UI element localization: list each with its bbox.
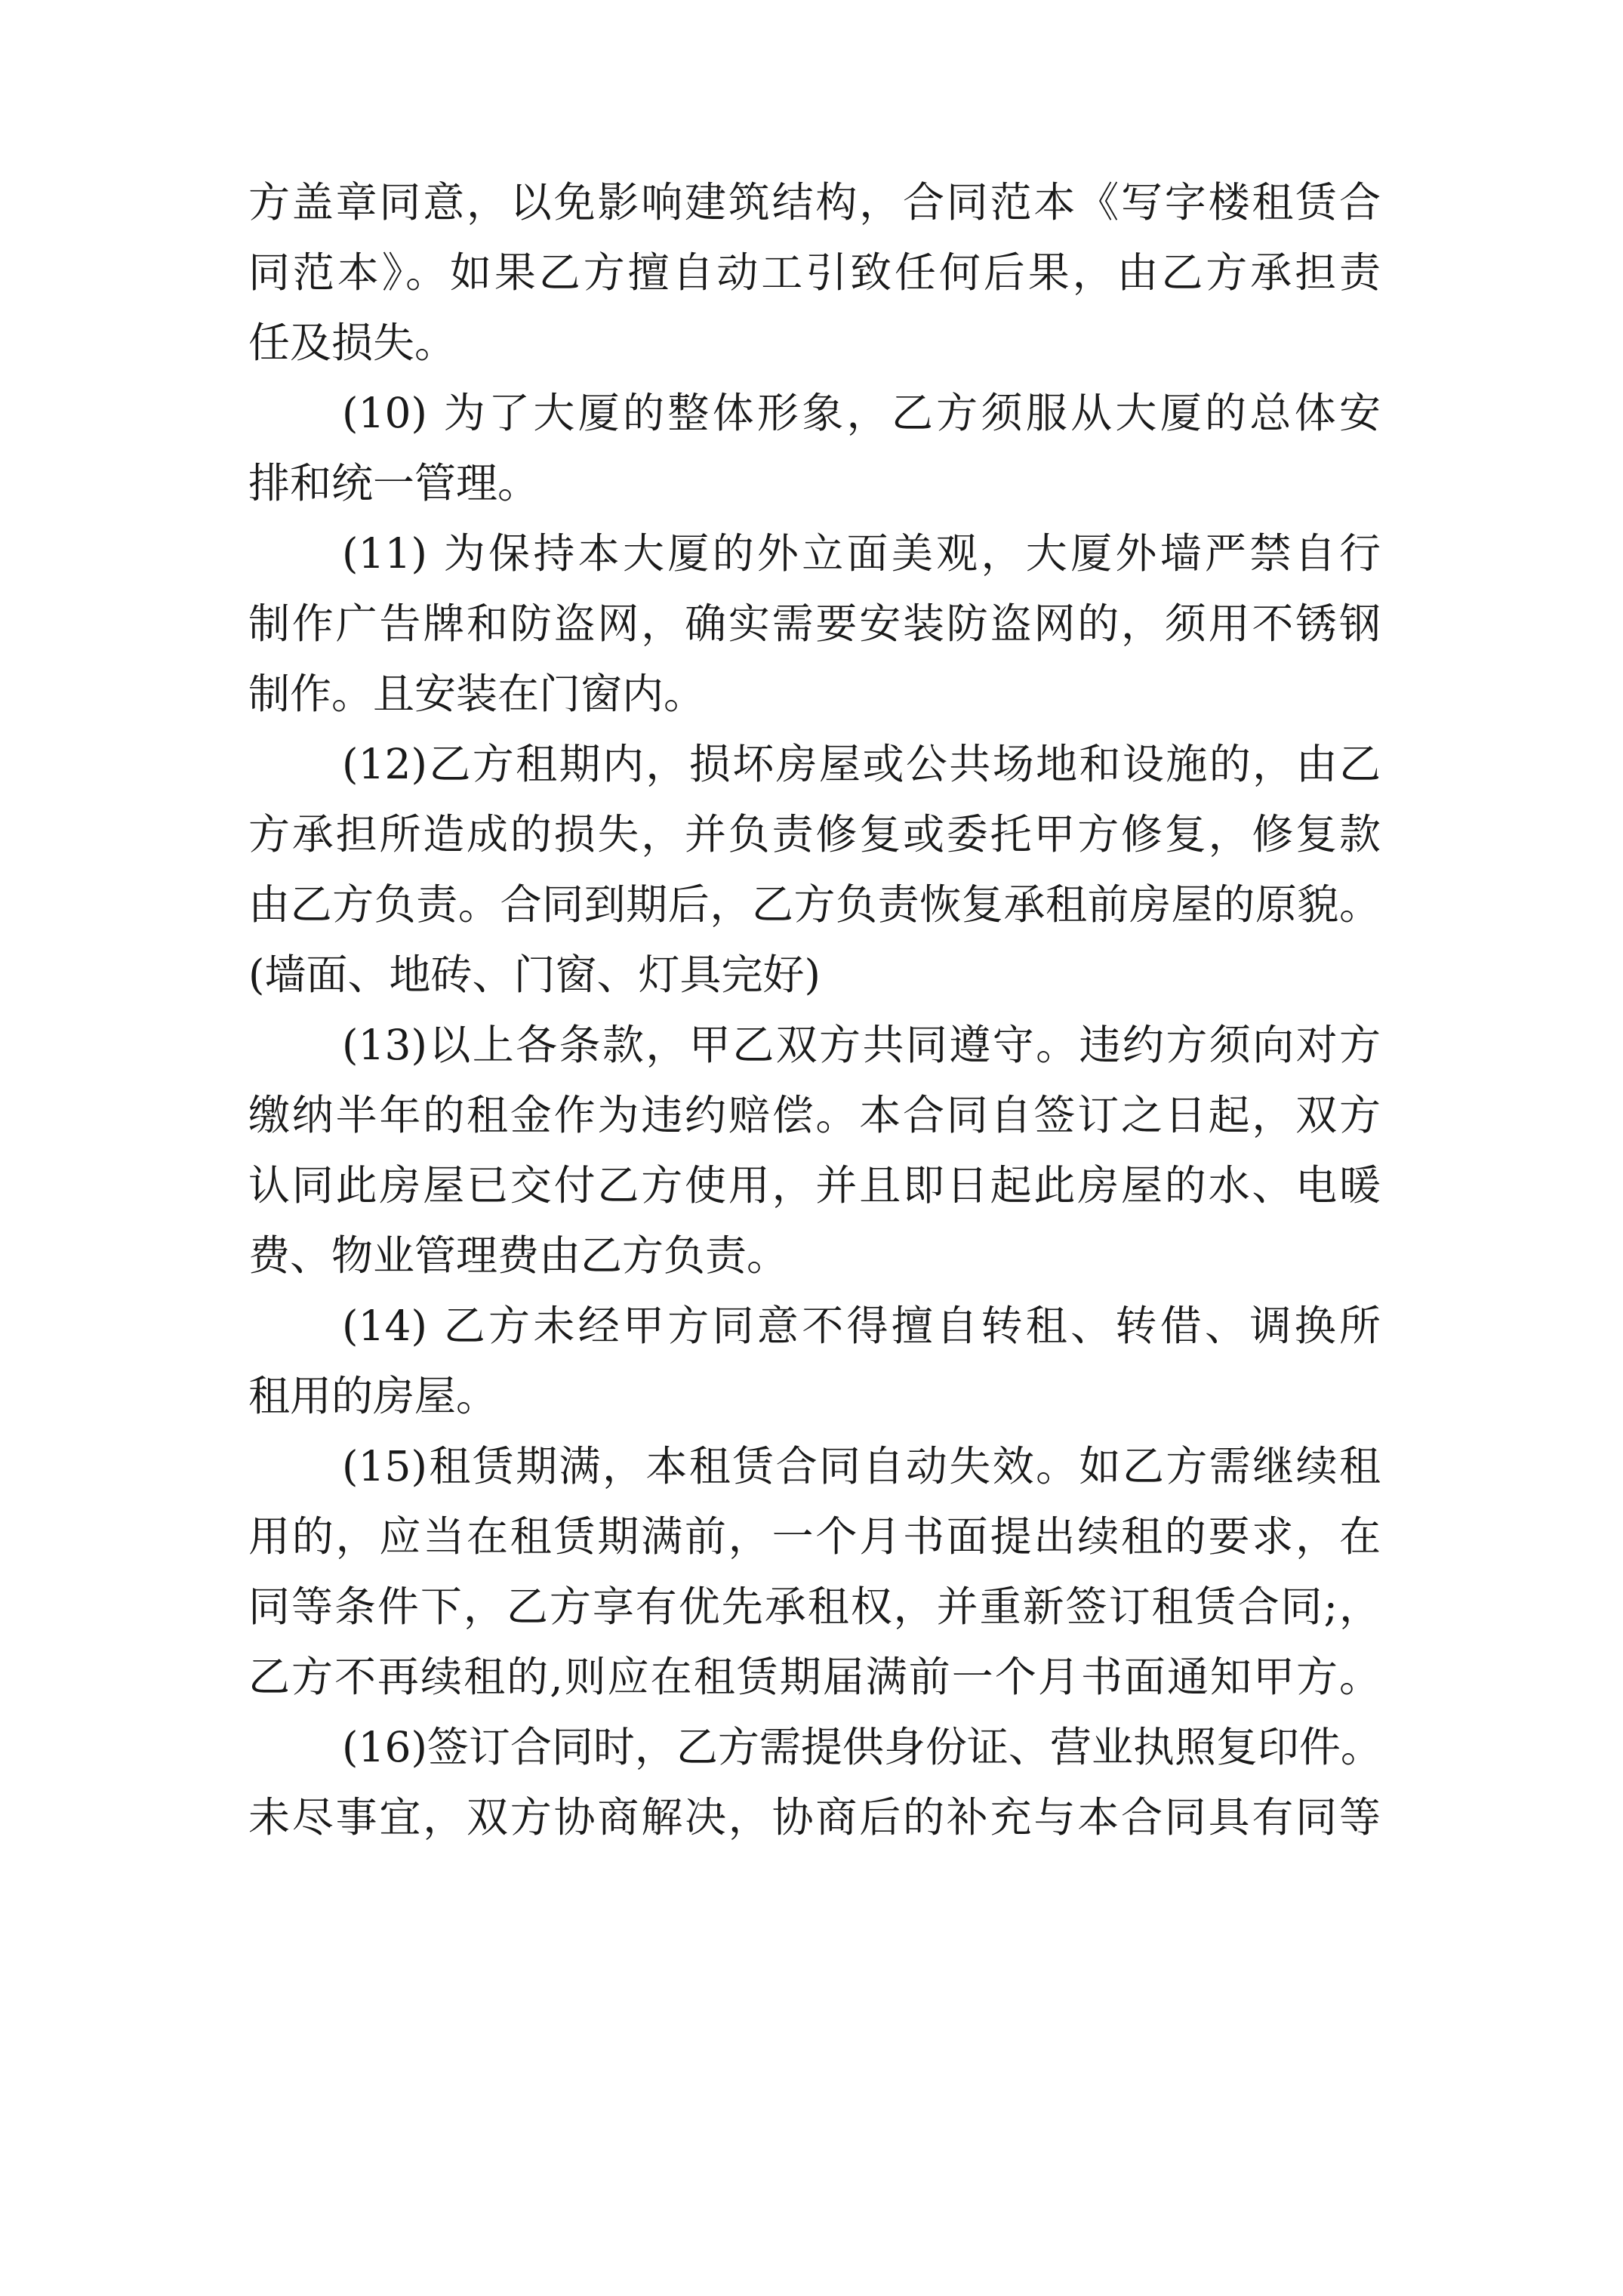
paragraph-clause-13 (248, 1010, 1381, 1291)
paragraph-clause-16 (248, 1712, 1381, 1853)
text-line: 制作。且安装在门窗内。 (248, 670, 706, 718)
text-line: 用的，应当在租赁期满前，一个月书面提出续租的要求，在 (248, 1512, 1381, 1561)
text-line: (13)以上各条款，甲乙双方共同遵守。违约方须向对方 (342, 1021, 1381, 1069)
paragraph-clause-14 (248, 1291, 1381, 1432)
text-line: 同等条件下，乙方享有优先承租权，并重新签订租赁合同;， (248, 1583, 1381, 1631)
paragraph-clause-15 (248, 1432, 1381, 1712)
text-line: (11) 为保持本大厦的外立面美观，大厦外墙严禁自行 (342, 529, 1381, 578)
text-line: 乙方不再续租的,则应在租赁期届满前一个月书面通知甲方。 (248, 1653, 1381, 1701)
text-line: (16)签订合同时，乙方需提供身份证、营业执照复印件。 (342, 1723, 1382, 1771)
text-line: 租用的房屋。 (248, 1372, 498, 1420)
document-body (248, 168, 1381, 1853)
paragraph-clause-11 (248, 519, 1381, 729)
text-line: 制作广告牌和防盗网，确实需要安装防盗网的，须用不锈钢 (248, 599, 1381, 648)
paragraph-continued (248, 168, 1381, 378)
text-line: (墙面、地砖、门窗、灯具完好) (248, 951, 821, 999)
text-line: 方承担所造成的损失，并负责修复或委托甲方修复，修复款 (248, 810, 1381, 858)
text-line: 缴纳半年的租金作为违约赔偿。本合同自签订之日起，双方 (248, 1091, 1381, 1139)
paragraph-clause-10 (248, 378, 1381, 519)
text-line: 认同此房屋已交付乙方使用，并且即日起此房屋的水、电暖 (248, 1161, 1381, 1210)
text-line: 方盖章同意，以免影响建筑结构，合同范本《写字楼租赁合 (248, 178, 1381, 227)
text-line: (14) 乙方未经甲方同意不得擅自转租、转借、调换所 (342, 1302, 1381, 1350)
text-line: (15)租赁期满，本租赁合同自动失效。如乙方需继续租 (342, 1442, 1381, 1490)
text-line: 同范本》。如果乙方擅自动工引致任何后果，由乙方承担责 (248, 248, 1381, 297)
paragraph-clause-12 (248, 729, 1381, 1010)
text-line: (10) 为了大厦的整体形象，乙方须服从大厦的总体安 (342, 389, 1381, 437)
text-line: 由乙方负责。合同到期后，乙方负责恢复承租前房屋的原貌。 (248, 880, 1381, 929)
text-line: 排和统一管理。 (248, 459, 540, 507)
text-line: 未尽事宜，双方协商解决，协商后的补充与本合同具有同等 (248, 1793, 1381, 1841)
text-line: 费、物业管理费由乙方负责。 (248, 1231, 789, 1280)
text-line: 任及损失。 (248, 319, 457, 367)
text-line: (12)乙方租期内，损坏房屋或公共场地和设施的，由乙 (342, 740, 1381, 788)
